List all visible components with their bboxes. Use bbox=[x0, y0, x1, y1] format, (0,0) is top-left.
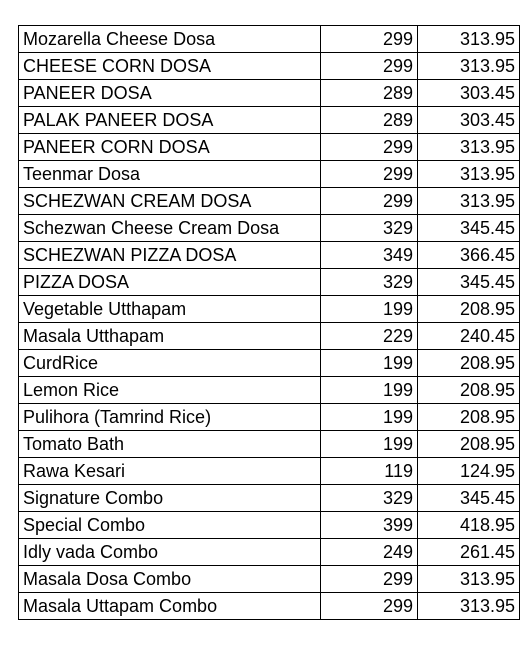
menu-table-body bbox=[19, 26, 520, 620]
item-name-cell: Pulihora (Tamrind Rice) bbox=[19, 404, 321, 431]
item-price-cell: 349 bbox=[321, 242, 418, 269]
menu-row bbox=[19, 404, 520, 431]
item-name-cell: CHEESE CORN DOSA bbox=[19, 53, 321, 80]
menu-row bbox=[19, 566, 520, 593]
item-total-cell: 303.45 bbox=[418, 80, 520, 107]
item-price-cell: 399 bbox=[321, 512, 418, 539]
item-total-cell: 240.45 bbox=[418, 323, 520, 350]
menu-row bbox=[19, 539, 520, 566]
item-price-cell: 329 bbox=[321, 215, 418, 242]
menu-row bbox=[19, 53, 520, 80]
item-total-cell: 313.95 bbox=[418, 26, 520, 53]
item-price-cell: 299 bbox=[321, 566, 418, 593]
item-name-cell: Idly vada Combo bbox=[19, 539, 321, 566]
item-price-cell: 299 bbox=[321, 161, 418, 188]
item-total-cell: 313.95 bbox=[418, 188, 520, 215]
item-price-cell: 119 bbox=[321, 458, 418, 485]
item-total-cell: 261.45 bbox=[418, 539, 520, 566]
item-total-cell: 366.45 bbox=[418, 242, 520, 269]
item-total-cell: 418.95 bbox=[418, 512, 520, 539]
item-name-cell: Teenmar Dosa bbox=[19, 161, 321, 188]
item-name-cell: PANEER CORN DOSA bbox=[19, 134, 321, 161]
menu-row bbox=[19, 512, 520, 539]
menu-row bbox=[19, 377, 520, 404]
item-price-cell: 199 bbox=[321, 431, 418, 458]
item-price-cell: 329 bbox=[321, 269, 418, 296]
item-name-cell: PANEER DOSA bbox=[19, 80, 321, 107]
menu-sheet bbox=[18, 25, 520, 620]
menu-price-table bbox=[18, 25, 520, 620]
item-total-cell: 313.95 bbox=[418, 161, 520, 188]
item-total-cell: 124.95 bbox=[418, 458, 520, 485]
item-name-cell: Masala Dosa Combo bbox=[19, 566, 321, 593]
item-total-cell: 208.95 bbox=[418, 377, 520, 404]
item-price-cell: 289 bbox=[321, 107, 418, 134]
menu-row bbox=[19, 350, 520, 377]
item-name-cell: Schezwan Cheese Cream Dosa bbox=[19, 215, 321, 242]
item-price-cell: 299 bbox=[321, 26, 418, 53]
item-price-cell: 249 bbox=[321, 539, 418, 566]
item-name-cell: Lemon Rice bbox=[19, 377, 321, 404]
menu-row bbox=[19, 431, 520, 458]
item-price-cell: 329 bbox=[321, 485, 418, 512]
item-total-cell: 208.95 bbox=[418, 404, 520, 431]
item-name-cell: Signature Combo bbox=[19, 485, 321, 512]
item-total-cell: 208.95 bbox=[418, 350, 520, 377]
item-name-cell: Special Combo bbox=[19, 512, 321, 539]
menu-row bbox=[19, 485, 520, 512]
item-name-cell: SCHEZWAN PIZZA DOSA bbox=[19, 242, 321, 269]
item-name-cell: PALAK PANEER DOSA bbox=[19, 107, 321, 134]
item-price-cell: 229 bbox=[321, 323, 418, 350]
item-total-cell: 345.45 bbox=[418, 269, 520, 296]
item-price-cell: 199 bbox=[321, 296, 418, 323]
item-total-cell: 208.95 bbox=[418, 431, 520, 458]
item-total-cell: 345.45 bbox=[418, 485, 520, 512]
item-price-cell: 199 bbox=[321, 350, 418, 377]
item-total-cell: 313.95 bbox=[418, 566, 520, 593]
item-price-cell: 299 bbox=[321, 593, 418, 620]
item-total-cell: 303.45 bbox=[418, 107, 520, 134]
item-price-cell: 299 bbox=[321, 53, 418, 80]
item-name-cell: Tomato Bath bbox=[19, 431, 321, 458]
menu-row bbox=[19, 161, 520, 188]
item-price-cell: 289 bbox=[321, 80, 418, 107]
item-total-cell: 313.95 bbox=[418, 53, 520, 80]
menu-row bbox=[19, 188, 520, 215]
item-name-cell: Masala Utthapam bbox=[19, 323, 321, 350]
menu-row bbox=[19, 26, 520, 53]
item-price-cell: 299 bbox=[321, 134, 418, 161]
item-name-cell: Mozarella Cheese Dosa bbox=[19, 26, 321, 53]
item-total-cell: 313.95 bbox=[418, 134, 520, 161]
menu-row bbox=[19, 458, 520, 485]
menu-row bbox=[19, 215, 520, 242]
item-name-cell: CurdRice bbox=[19, 350, 321, 377]
item-name-cell: SCHEZWAN CREAM DOSA bbox=[19, 188, 321, 215]
item-price-cell: 299 bbox=[321, 188, 418, 215]
menu-row bbox=[19, 323, 520, 350]
menu-row bbox=[19, 296, 520, 323]
menu-row bbox=[19, 107, 520, 134]
item-name-cell: Masala Uttapam Combo bbox=[19, 593, 321, 620]
item-name-cell: PIZZA DOSA bbox=[19, 269, 321, 296]
item-name-cell: Vegetable Utthapam bbox=[19, 296, 321, 323]
item-total-cell: 345.45 bbox=[418, 215, 520, 242]
item-price-cell: 199 bbox=[321, 377, 418, 404]
item-total-cell: 208.95 bbox=[418, 296, 520, 323]
menu-row bbox=[19, 134, 520, 161]
menu-row bbox=[19, 269, 520, 296]
menu-row bbox=[19, 242, 520, 269]
menu-row bbox=[19, 593, 520, 620]
item-name-cell: Rawa Kesari bbox=[19, 458, 321, 485]
item-total-cell: 313.95 bbox=[418, 593, 520, 620]
item-price-cell: 199 bbox=[321, 404, 418, 431]
menu-row bbox=[19, 80, 520, 107]
